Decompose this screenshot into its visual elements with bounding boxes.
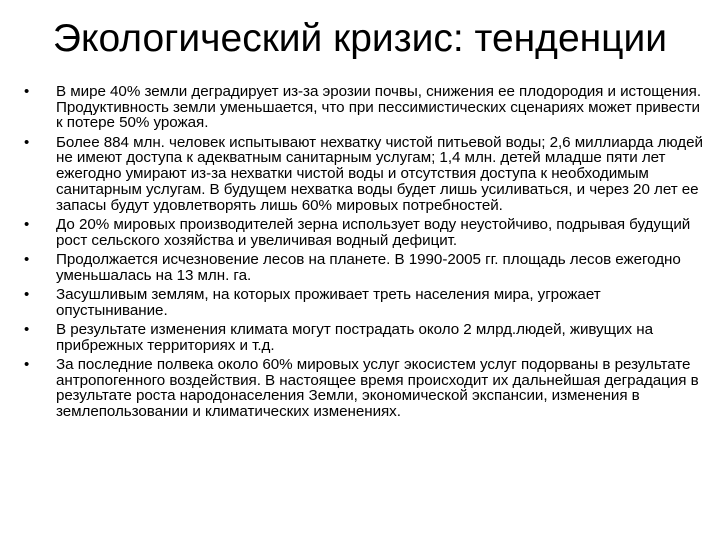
bullet-item [24, 357, 704, 420]
bullet-item [24, 322, 704, 353]
bullet-marker: • [24, 285, 30, 303]
bullet-item [24, 84, 704, 131]
bullet-marker: • [24, 215, 30, 233]
bullet-text: До 20% мировых производителей зерна использует воду неустойчиво, подрывая будущий рост сельского хозяйства и увеличивая водный дефицит. [56, 215, 691, 249]
bullet-item [24, 135, 704, 214]
bullet-text: Засушливым землям, на которых проживает треть населения мира, угрожает опустынивание. [56, 285, 601, 319]
bullet-text: Продолжается исчезновение лесов на планете. В 1990-2005 гг. площадь лесов ежегодно уменьшалась на 13 млн. га. [56, 250, 681, 284]
bullet-marker: • [24, 250, 30, 268]
bullet-marker: • [24, 83, 30, 100]
bullet-text: В результате изменения климата могут пострадать около 2 млрд.людей, живущих на прибрежных территориях и т.д. [56, 320, 653, 354]
bullet-item [24, 217, 704, 248]
bullet-marker: • [24, 320, 30, 338]
bullet-text: За последние полвека около 60% мировых услуг экосистем услуг подорваны в результате антропогенного воздействия. В настоящее время происходит их дальнейшая деградация в результате роста народонаселения Земли, экономической экспансии, изменения в землепользовании и климатических изменениях. [56, 355, 699, 420]
bullet-text: В мире 40% земли деградирует из-за эрозии почвы, снижения ее плодородия и истощения. Продуктивность земли уменьшается, что при пессимистических сценариях может привести к потере 50% урожая. [56, 83, 702, 132]
bullet-text: Более 884 млн. человек испытывают нехватку чистой питьевой воды; 2,6 миллиарда людей не имеют доступа к адекватным санитарным услугам; 1,4 млн. детей младше пяти лет ежегодно умирают из-за нехватки чистой воды и отсутствия доступа к необходимым санитарным услугам. В будущем нехватка воды будет лишь усиливаться, и через 20 лет ее запасы будут удовлетворять лишь 60% мировых потребностей. [56, 133, 703, 214]
bullet-marker: • [24, 355, 30, 373]
bullet-item [24, 252, 704, 283]
bullet-list [24, 84, 704, 423]
bullet-marker: • [24, 133, 30, 151]
bullet-item [24, 287, 704, 318]
slide-title: Экологический кризис: тенденции [52, 17, 668, 60]
